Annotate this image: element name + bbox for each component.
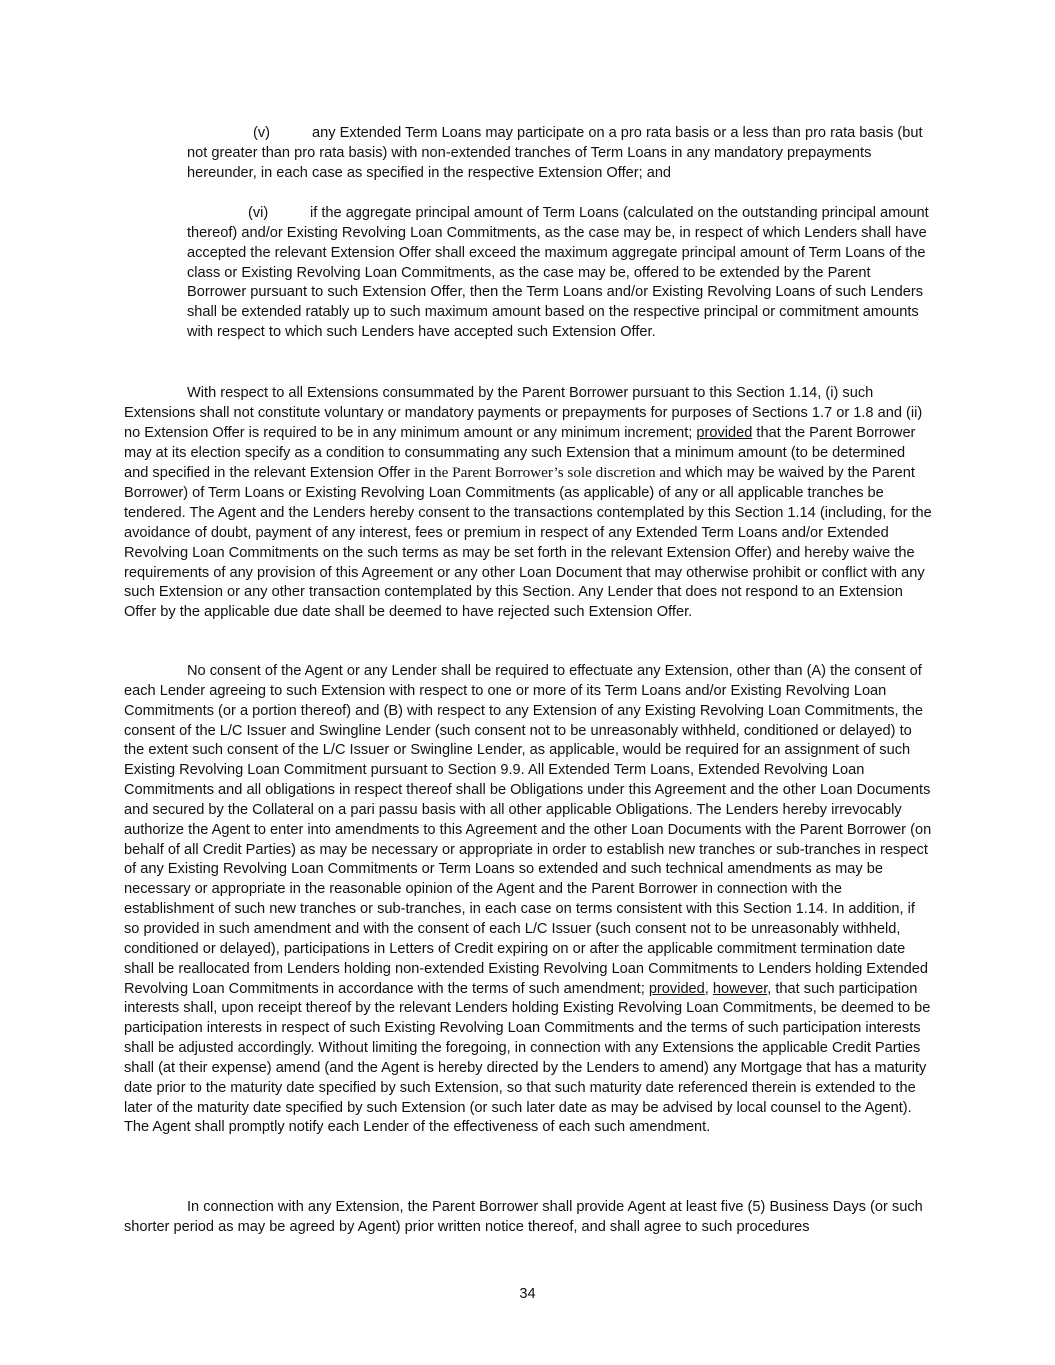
paragraph-extensions (124, 384, 932, 623)
page-number: 34 (519, 1286, 536, 1302)
clause-v (187, 124, 932, 184)
provided-term-2: provided (648, 980, 705, 997)
paragraph-consent-part1: No consent of the Agent or any Lender shall be required to effectuate any Extension, other than (A) the consent of each Lender agreeing to such Extension with respect to one or more of its Term Loans and/or Existing Revolving Loan Commitments (or a portion thereof) and (B) with respect to any Extension of any Existing Revolving Loan Commitments, the consent of the L/C Issuer and Swingline Lender (such consent not to be unreasonably withheld, conditioned or delayed) to the extent such consent of the L/C Issuer or Swingline Lender, as applicable, would be required for an assignment of such Existing Revolving Loan Commitment pursuant to Section 9.9. All Extended Term Loans, Extended Revolving Loan Commitments and all obligations in respect thereof shall be Obligations under this Agreement and the other Loan Documents and secured by the Collateral on a pari passu basis with all other applicable Obligations. The Lenders hereby irrevocably authorize the Agent to enter into amendments to this Agreement and the other Loan Documents with the Parent Borrower (on behalf of all Credit Parties) as may be necessary or appropriate in order to establish new tranches or sub-tranches in respect of any Existing Revolving Loan Commitments or Term Loans so extended and such technical amendments as may be necessary or appropriate in the reasonable opinion of the Agent and the Parent Borrower in connection with the establishment of such new tranches or sub-tranches, in each case on terms consistent with this Section 1.14. In addition, if so provided in such amendment and with the consent of each L/C Issuer (such consent not to be unreasonably withheld, conditioned or delayed), participations in Letters of Credit expiring on or after the applicable commitment termination date shall be reallocated from Lenders holding non-extended Existing Revolving Loan Commitments to Lenders holding Extended Revolving Loan Commitments in accordance with the terms of such amendment; (124, 663, 932, 997)
clause-vi-text: if the aggregate principal amount of Term Loans (calculated on the outstanding principal amount thereof) and/or Existing Revolving Loan Commitments, as the case may be, in respect of which Lenders shall have accepted the relevant Extension Offer shall exceed the maximum aggregate principal amount of Term Loans of the class or Existing Revolving Loan Commitments, as the case may be, offered to be extended by the Parent Borrower pursuant to such Extension Offer, then the Term Loans and/or Existing Revolving Loans of such Lenders shall be extended ratably up to such maximum amount based on the respective principal or commitment amounts with respect to which such Lenders have accepted such Extension Offer. (187, 205, 929, 341)
however-term: however (712, 980, 768, 997)
clause-vi (187, 204, 932, 343)
clause-v-text: any Extended Term Loans may participate on a pro rata basis or a less than pro rata basis (but not greater than pro rata basis) with non-extended tranches of Term Loans in any mandatory prepayments hereunder, in each case as specified in the respective Extension Offer; and (187, 125, 923, 181)
paragraph-extensions-part1: With respect to all Extensions consummated by the Parent Borrower pursuant to this Section 1.14, (i) such Extensions shall not constitute voluntary or mandatory payments or prepayments for purposes of Sections 1.7 or 1.8 and (ii) no Extension Offer is required to be in any minimum amount or any minimum increment; (124, 385, 923, 441)
paragraph-extensions-part3: which may be waived by the Parent Borrower) of Term Loans or Existing Revolving Loan Commitments (as applicable) of any or all applicable tranches be tendered. The Agent and the Lenders hereby consent to the transactions contemplated by this Section 1.14 (including, for the avoidance of doubt, payment of any interest, fees or premium in respect of any Extended Term Loans and/or Extended Revolving Loan Commitments on the such terms as may be set forth in the relevant Extension Offer) and hereby waive the requirements of any provision of this Agreement or any other Loan Document that may otherwise prohibit or conflict with any such Extension or any other transaction contemplated by this Section. Any Lender that does not respond to an Extension Offer by the applicable due date shall be deemed to have rejected such Extension Offer. (124, 465, 932, 621)
paragraph-consent-part2: , that such participation interests shall, upon receipt thereof by the relevant Lenders holding Existing Revolving Loan Commitments, be deemed to be participation interests in respect of such Existing Revolving Loan Commitments and the terms of such participation interests shall be adjusted accordingly. Without limiting the foregoing, in connection with any Extensions the applicable Credit Parties shall (at their expense) amend (and the Agent is hereby directed by the Lenders to amend) any Mortgage that has a maturity date prior to the maturity date specified by such Extension, so that such maturity date referenced therein is extended to the later of the maturity date specified by such Extension (or such later date as may be advised by local counsel to the Agent). The Agent shall promptly notify each Lender of the effectiveness of each such amendment. (124, 980, 931, 1136)
provided-term: provided (696, 424, 753, 441)
paragraph-notice-text: In connection with any Extension, the Parent Borrower shall provide Agent at least five (5) Business Days (or such shorter period as may be agreed by Agent) prior written notice thereof, and shall agree to such procedures (124, 1199, 923, 1235)
paragraph-consent (124, 662, 932, 1138)
paragraph-extensions-serif: in the Parent Borrower’s sole discretion and (414, 464, 682, 482)
paragraph-extensions-part2: that the Parent Borrower may at its election specify as a condition to consummating any such Extension that a minimum amount (to be determined and specified in the relevant Extension Offer (124, 424, 916, 482)
clause-v-label: (v) (253, 125, 271, 141)
clause-vi-label: (vi) (248, 205, 269, 221)
paragraph-notice (124, 1198, 932, 1238)
paragraph-consent-comma: , (704, 980, 713, 997)
